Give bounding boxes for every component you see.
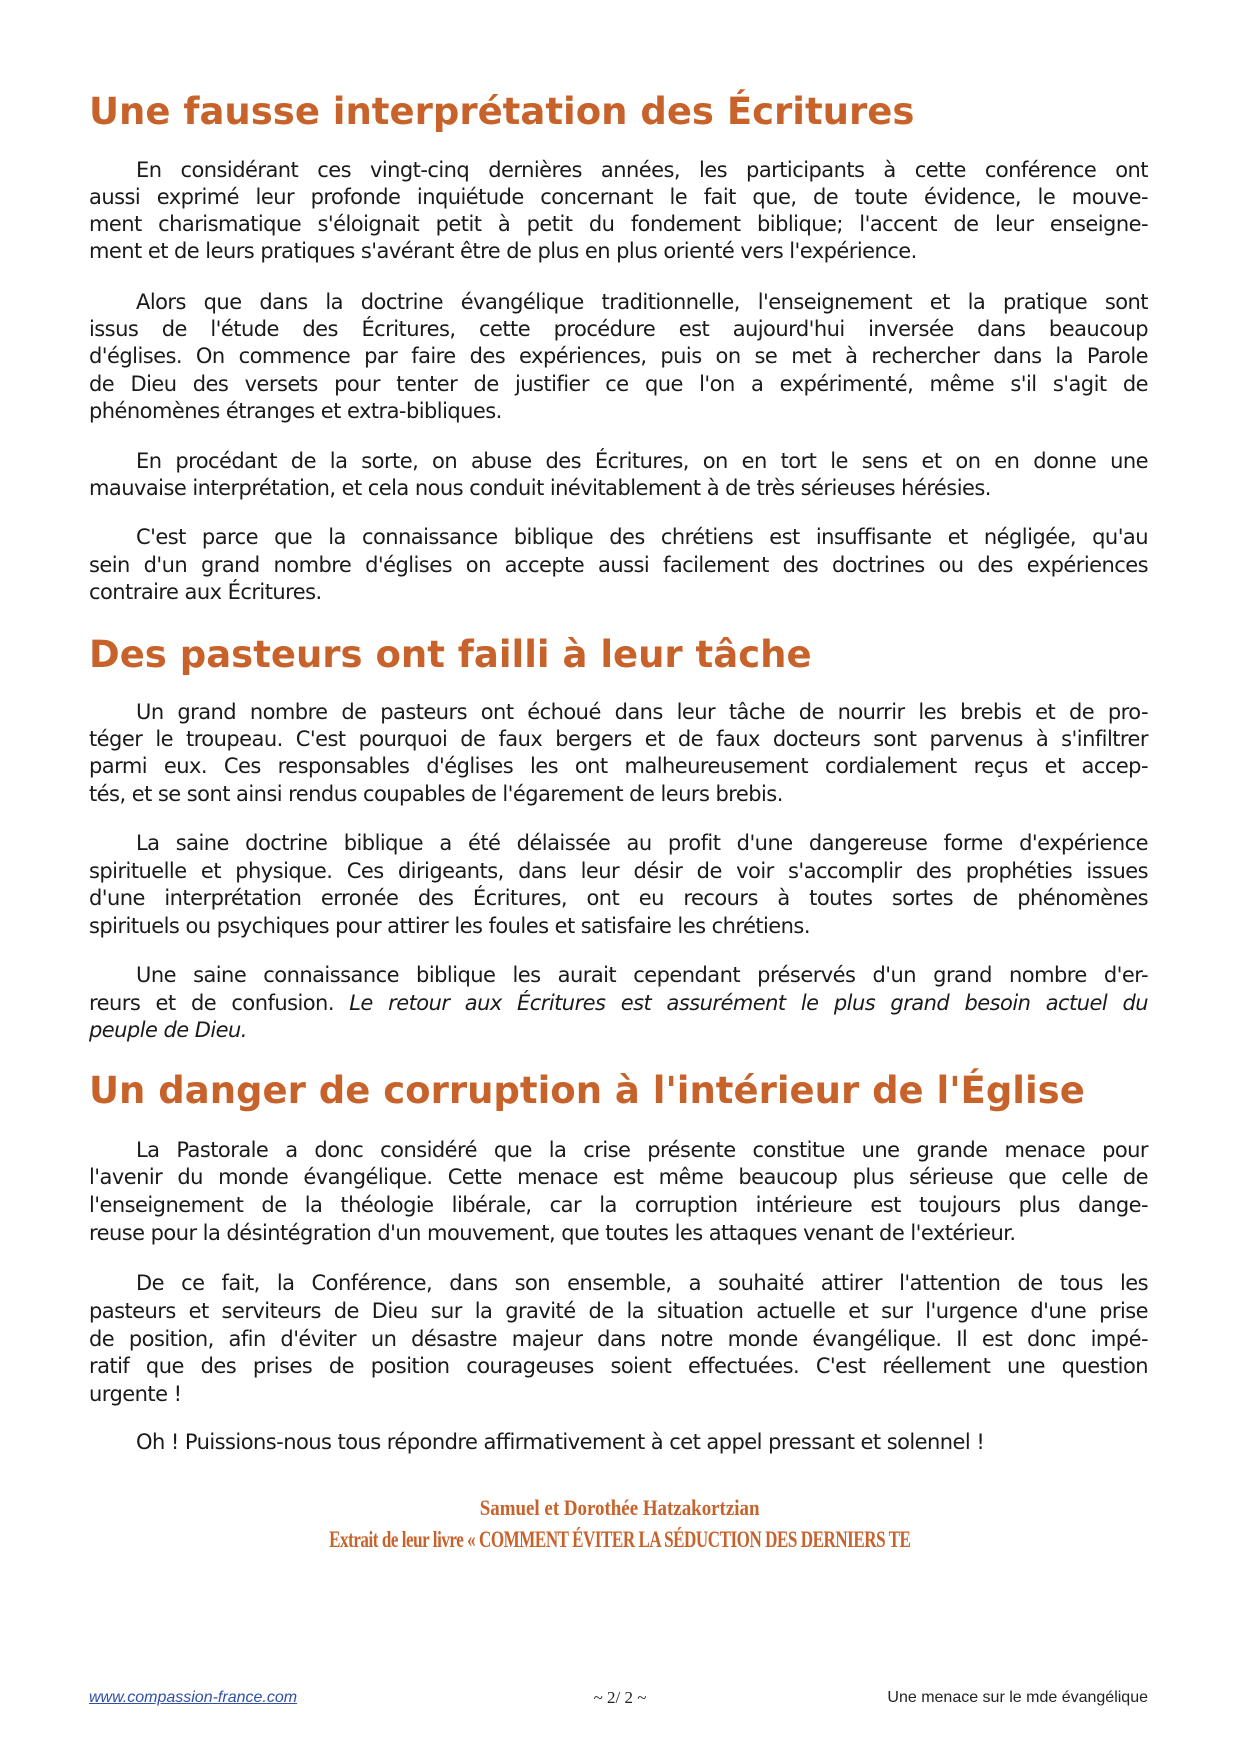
paragraph-line: Oh ! Puissions-nous tous répondre affirmativement à cet appel pressant et solennel ! [136,1430,985,1454]
source-text: Extrait de leur livre « COMMENT ÉVITER LA SÉDUCTION DES DERNIERS TE [329,1527,911,1552]
paragraph-line: C'est parce que la connaissance biblique des chrétiens est insuffisante et négligée, qu'au [136,525,1148,549]
paragraph-line: issus de l'étude des Écritures, cette procédure est aujourd'hui inversée dans beaucoup [89,317,1148,341]
paragraph-line: téger le troupeau. C'est pourquoi de faux bergers et de faux docteurs sont parvenus à s'infiltrer [89,727,1148,751]
paragraph-line: sein d'un grand nombre d'églises on accepte aussi facilement des doctrines ou des expériences [89,553,1148,577]
paragraph-line: ment charismatique s'éloignait petit à petit du fondement biblique; l'accent de leur enseigne- [89,212,1148,236]
paragraph-line: De ce fait, la Conférence, dans son ensemble, a souhaité attirer l'attention de tous les [136,1271,1148,1295]
paragraph-line: contraire aux Écritures. [89,580,322,604]
paragraph-line: parmi eux. Ces responsables d'églises les ont malheureusement cordialement reçus et accep- [89,754,1148,778]
paragraph-line-italic [89,1017,1148,1043]
paragraph-line: tés, et se sont ainsi rendus coupables de l'égarement de leurs brebis. [89,782,783,806]
paragraph-line: La Pastorale a donc considéré que la crise présente constitue une grande menace pour [136,1138,1148,1162]
paragraph-line: aussi exprimé leur profonde inquiétude concernant le fait que, de toute évidence, le mouve- [89,185,1148,209]
section-heading-corruption-danger: Un danger de corruption à l'intérieur de l'Église [89,1069,1085,1112]
paragraph-line: spirituels ou psychiques pour attirer les foules et satisfaire les chrétiens. [89,914,810,938]
paragraph-line-mixed [89,990,1148,1016]
paragraph-line: Une saine connaissance biblique les aurait cependant préservés d'un grand nombre d'er- [136,963,1148,987]
paragraph-line: spirituelle et physique. Ces dirigeants, dans leur désir de voir s'accomplir des prophéties issues [89,859,1148,883]
emphasis-text: peuple de Dieu. [89,1018,247,1042]
paragraph-line: d'églises. On commence par faire des expériences, puis on se met à rechercher dans la Parole [89,344,1148,368]
website-link[interactable]: www.compassion-france.com [89,1689,298,1706]
paragraph-line: d'une interprétation erronée des Écritures, ont eu recours à toutes sortes de phénomènes [89,886,1148,910]
paragraph-line: de position, afin d'éviter un désastre majeur dans notre monde évangélique. Il est donc impé- [89,1327,1148,1351]
section-heading-false-interpretation: Une fausse interprétation des Écritures [89,90,915,133]
paragraph-line: ratif que des prises de position courageuses soient effectuées. C'est réellement une question [89,1354,1148,1378]
authors-text: Samuel et Dorothée Hatzakortzian [480,1495,760,1520]
paragraph-line: phénomènes étranges et extra-bibliques. [89,399,502,423]
signature-authors [0,1494,1240,1522]
page-number: ~ 2/ 2 ~ [593,1688,647,1707]
signature-source [0,1526,1240,1554]
paragraph-line: reuse pour la désintégration d'un mouvement, que toutes les attaques venant de l'extérieur. [89,1221,1016,1245]
paragraph-line: ment et de leurs pratiques s'avérant être de plus en plus orienté vers l'expérience. [89,239,917,263]
paragraph-line: l'enseignement de la théologie libérale, car la corruption intérieure est toujours plus dange- [89,1193,1148,1217]
paragraph-line: pasteurs et serviteurs de Dieu sur la gravité de la situation actuelle et sur l'urgence d'une prise [89,1299,1148,1323]
paragraph-line: En procédant de la sorte, on abuse des Écritures, on en tort le sens et on en donne une [136,449,1148,473]
paragraph-line: urgente ! [89,1382,182,1406]
paragraph-line: mauvaise interprétation, et cela nous conduit inévitablement à de très sérieuses hérésies. [89,476,991,500]
paragraph-line: l'avenir du monde évangélique. Cette menace est même beaucoup plus sérieuse que celle de [89,1165,1148,1189]
paragraph-line: Alors que dans la doctrine évangélique traditionnelle, l'enseignement et la pratique sont [136,290,1148,314]
paragraph-line: Un grand nombre de pasteurs ont échoué dans leur tâche de nourrir les brebis et de pro- [136,700,1148,724]
paragraph-line: En considérant ces vingt-cinq dernières années, les participants à cette conférence ont [136,158,1148,182]
paragraph-line: de Dieu des versets pour tenter de justifier ce que l'on a expérimenté, même s'il s'agit de [89,372,1148,396]
section-heading-pastors-failed: Des pasteurs ont failli à leur tâche [89,633,812,676]
document-title-footer: Une menace sur le mde évangélique [887,1689,1148,1706]
paragraph-line: La saine doctrine biblique a été délaissée au profit d'une dangereuse forme d'expérience [136,831,1148,855]
emphasis-text: Le retour aux Écritures est assurément le plus grand besoin actuel du [349,991,1148,1015]
plain-text: reurs et de confusion. [89,991,350,1015]
